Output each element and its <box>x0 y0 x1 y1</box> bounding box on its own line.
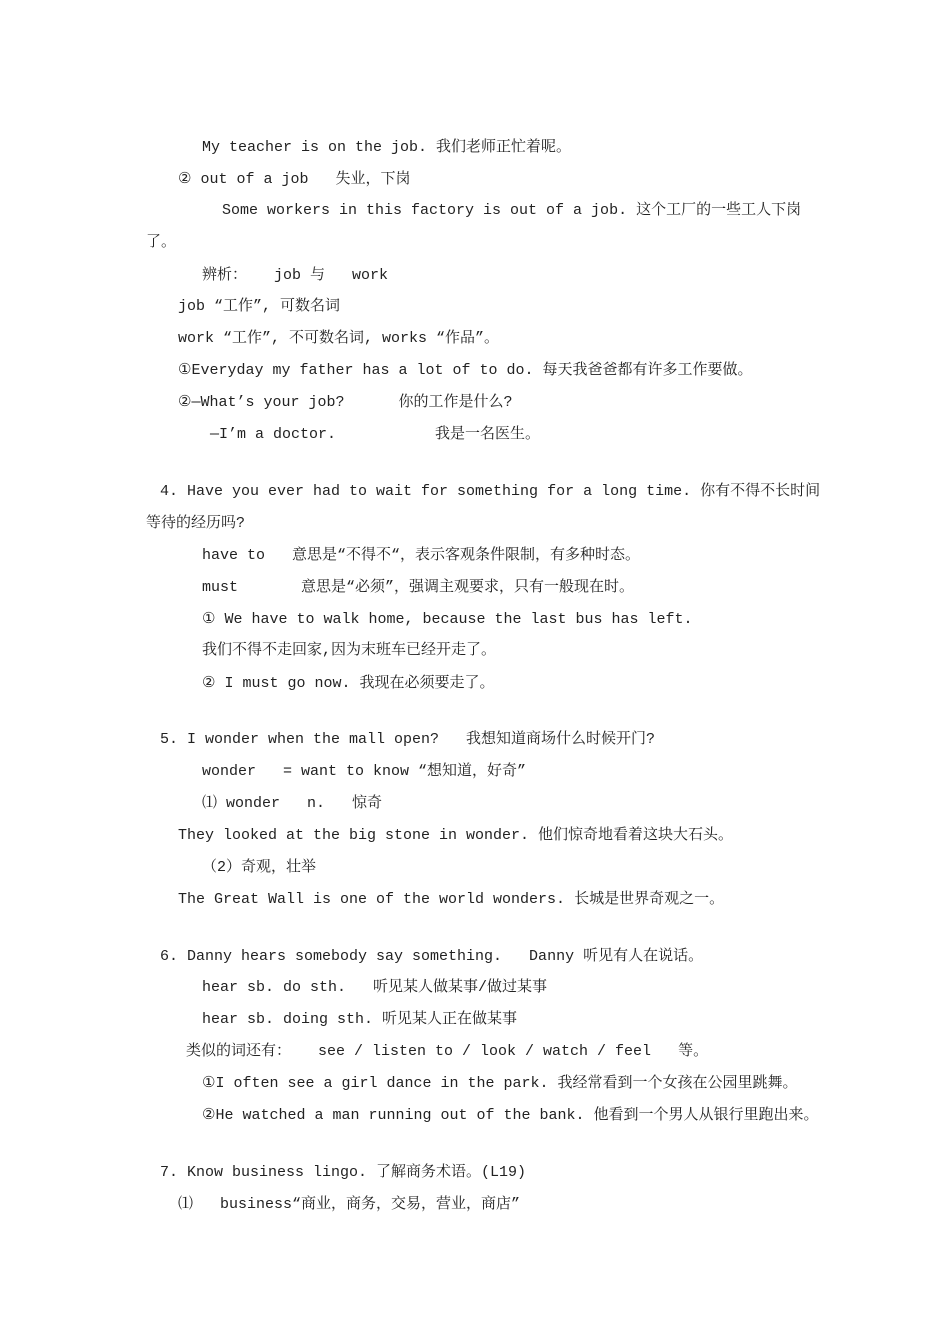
text-line: My teacher is on the job. 我们老师正忙着呢。 <box>202 139 572 156</box>
text-line: They looked at the big stone in wonder. 他们惊奇地看着这块大石头。 <box>178 827 734 844</box>
text-line: ②He watched a man running out of the bank. 他看到一个男人从银行里跑出来。 <box>202 1107 819 1124</box>
text-line: 6. Danny hears somebody say something. Danny 听见有人在说话。 <box>160 948 704 965</box>
text-line: ① We have to walk home, because the last bus has left. <box>202 611 693 628</box>
text-line: 7. Know business lingo. 了解商务术语。(L19) <box>160 1164 527 1181</box>
text-line: 4. Have you ever had to wait for something for a long time. 你有不得不长时间 <box>160 483 821 500</box>
text-line: 辨析： job 与 work <box>202 267 389 284</box>
text-line: hear sb. do sth. 听见某人做某事/做过某事 <box>202 979 548 996</box>
text-line: —I’m a doctor. 我是一名医生。 <box>210 426 541 443</box>
text-line: job “工作”, 可数名词 <box>178 298 341 315</box>
text-line: Some workers in this factory is out of a job. 这个工厂的一些工人下岗 <box>222 202 802 219</box>
text-line: （2）奇观，壮举 <box>202 859 317 876</box>
text-line: 类似的词还有： see / listen to / look / watch / feel 等。 <box>186 1043 709 1060</box>
text-line: must 意思是“必须”，强调主观要求，只有一般现在时。 <box>202 579 635 596</box>
text-line: ② out of a job 失业，下岗 <box>178 171 411 188</box>
text-line: 了。 <box>146 234 177 251</box>
text-line: have to 意思是“不得不“，表示客观条件限制，有多种时态。 <box>202 547 641 564</box>
text-line: 5. I wonder when the mall open? 我想知道商场什么时候开门? <box>160 731 656 748</box>
text-line: 等待的经历吗? <box>146 515 246 532</box>
text-line: 我们不得不走回家,因为末班车已经开走了。 <box>202 642 497 659</box>
text-line: ⑴ wonder n. 惊奇 <box>202 795 383 812</box>
text-line: ⑴ business“商业，商务，交易，营业，商店” <box>178 1196 521 1213</box>
text-line: The Great Wall is one of the world wonders. 长城是世界奇观之一。 <box>178 891 725 908</box>
text-line: ①Everyday my father has a lot of to do. 每天我爸爸都有许多工作要做。 <box>178 362 753 379</box>
text-line: work “工作”, 不可数名词, works “作品”。 <box>178 330 500 347</box>
text-line: ② I must go now. 我现在必须要走了。 <box>202 675 495 692</box>
text-line: ②—What’s your job? 你的工作是什么? <box>178 394 513 411</box>
text-line: hear sb. doing sth. 听见某人正在做某事 <box>202 1011 518 1028</box>
text-line: wonder = want to know “想知道，好奇” <box>202 763 527 780</box>
text-line: ①I often see a girl dance in the park. 我经常看到一个女孩在公园里跳舞。 <box>202 1075 798 1092</box>
